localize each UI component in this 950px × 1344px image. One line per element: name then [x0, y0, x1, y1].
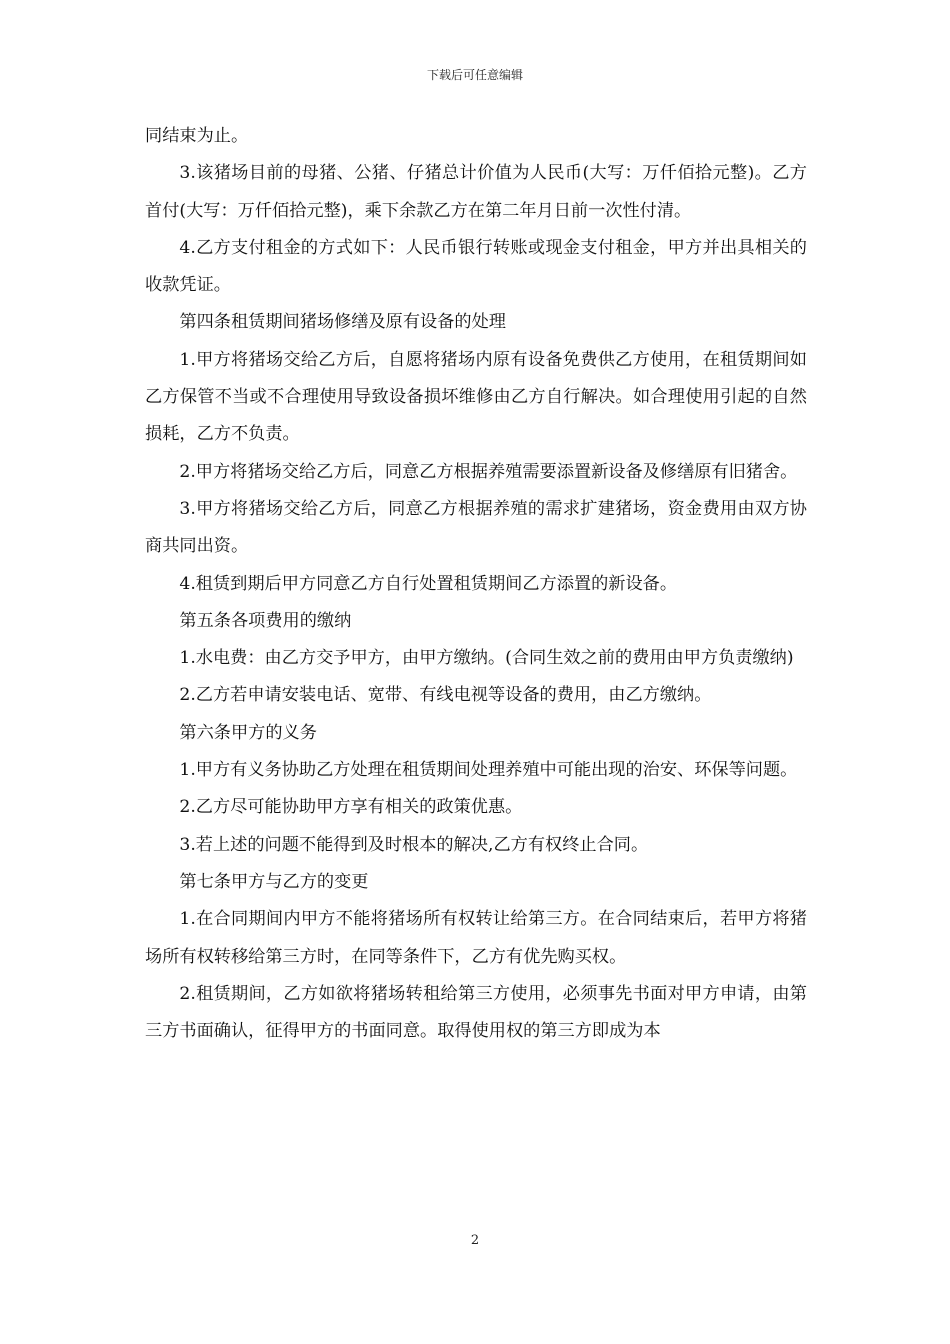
paragraph: 2.乙方尽可能协助甲方享有相关的政策优惠。 — [179, 797, 523, 818]
paragraph: 第五条各项费用的缴纳 — [179, 610, 352, 631]
paragraph: 3.该猪场目前的母猪、公猪、仔猪总计价值为人民币(大写：万仟佰拾元整)。乙方首付(大写：万仟佰拾元整)，乘下余款乙方在第二年月日前一次性付清。 — [145, 163, 807, 221]
document-body — [145, 118, 807, 1050]
paragraph: 2.租赁期间，乙方如欲将猪场转租给第三方使用，必须事先书面对甲方申请，由第三方书面确认，征得甲方的书面同意。取得使用权的第三方即成为本 — [145, 983, 807, 1042]
paragraph: 3.甲方将猪场交给乙方后，同意乙方根据养殖的需求扩建猪场，资金费用由双方协商共同出资。 — [145, 498, 807, 557]
paragraph: 1.水电费：由乙方交予甲方，由甲方缴纳。(合同生效之前的费用由甲方负责缴纳) — [179, 648, 794, 669]
paragraph: 1.甲方将猪场交给乙方后，自愿将猪场内原有设备免费供乙方使用，在租赁期间如乙方保管不当或不合理使用导致设备损坏维修由乙方自行解决。如合理使用引起的自然损耗，乙方不负责。 — [145, 349, 807, 445]
paragraph: 同结束为止。 — [145, 126, 249, 146]
paragraph: 4.乙方支付租金的方式如下：人民币银行转账或现金支付租金，甲方并出具相关的收款凭证。 — [145, 237, 807, 296]
paragraph: 4.租赁到期后甲方同意乙方自行处置租赁期间乙方添置的新设备。 — [179, 573, 678, 594]
paragraph: 1.甲方有义务协助乙方处理在租赁期间处理养殖中可能出现的治安、环保等问题。 — [179, 760, 798, 781]
paragraph: 1.在合同期间内甲方不能将猪场所有权转让给第三方。在合同结束后，若甲方将猪场所有权转移给第三方时，在同等条件下，乙方有优先购买权。 — [145, 909, 807, 967]
page-header: 下载后可任意编辑 — [426, 68, 523, 82]
paragraph: 2.甲方将猪场交给乙方后，同意乙方根据养殖需要添置新设备及修缮原有旧猪舍。 — [179, 461, 798, 482]
paragraph: 2.乙方若申请安装电话、宽带、有线电视等设备的费用，由乙方缴纳。 — [179, 685, 712, 706]
page-number: 2 — [470, 1233, 480, 1248]
paragraph: 第四条租赁期间猪场修缮及原有设备的处理 — [179, 312, 506, 333]
paragraph: 第六条甲方的义务 — [179, 722, 317, 743]
paragraph: 第七条甲方与乙方的变更 — [179, 871, 369, 892]
paragraph: 3.若上述的问题不能得到及时根本的解决,乙方有权终止合同。 — [179, 834, 649, 855]
